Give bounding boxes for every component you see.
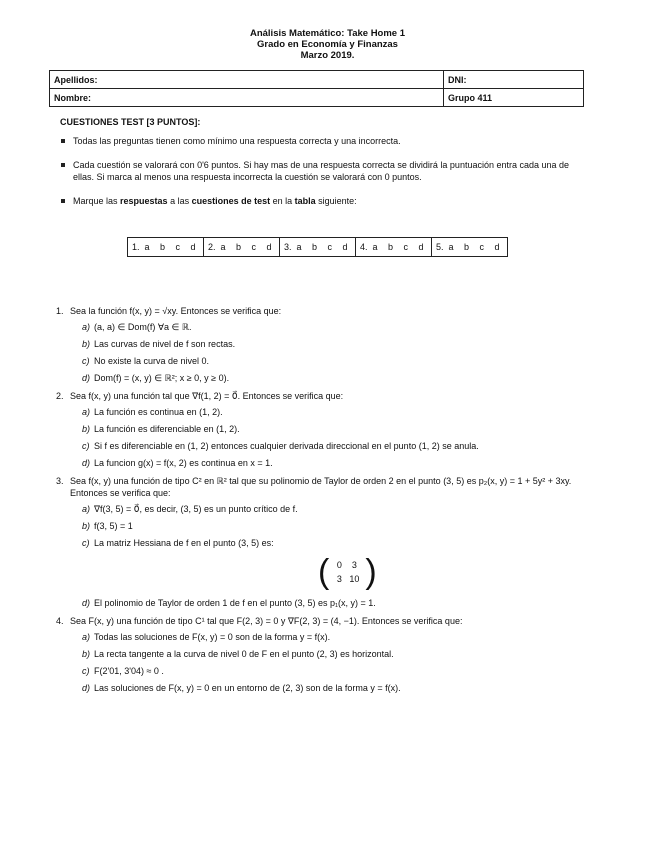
option-label: b)	[82, 339, 91, 349]
right-paren: )	[365, 553, 377, 591]
question-4	[56, 615, 596, 694]
option-text: Las curvas de nivel de f son rectas.	[94, 339, 236, 349]
option-text: Dom(f) = (x, y) ∈ ℝ²; x ≥ 0, y ≥ 0).	[94, 373, 230, 383]
option-a	[82, 503, 596, 515]
option-text: La función es diferenciable en (1, 2).	[94, 424, 240, 434]
answer-cell-3[interactable]	[280, 238, 356, 257]
option-label: c)	[82, 356, 90, 366]
matrix-cell: 3	[336, 574, 342, 584]
option-label: a)	[82, 632, 91, 642]
option-b	[82, 338, 596, 350]
option-text: ∇f(3, 5) = 0⃗, es decir, (3, 5) es un punto crítico de f.	[94, 504, 298, 514]
option-label: c)	[82, 666, 90, 676]
answer-cell-4[interactable]	[356, 238, 432, 257]
exam-date: Marzo 2019.	[300, 50, 355, 61]
option-b	[82, 520, 596, 532]
matrix-cell: 0	[336, 560, 342, 570]
answer-letters: a b c d	[448, 242, 504, 252]
question-number: 2.	[56, 391, 64, 401]
question-number: 3.	[56, 476, 64, 486]
options-list	[82, 503, 596, 549]
left-paren: (	[318, 553, 330, 591]
exam-degree: Grado en Economía y Finanzas	[257, 39, 398, 50]
matrix-cell: 3	[351, 560, 357, 570]
option-d	[82, 457, 596, 469]
option-label: d)	[82, 373, 91, 383]
option-label: c)	[82, 441, 90, 451]
options-list	[82, 597, 596, 609]
option-label: d)	[82, 683, 91, 693]
answer-letters: a b c d	[220, 242, 276, 252]
option-text: Si f es diferenciable en (1, 2) entonces cualquier derivada direccional en el punto (1, 2) se anula.	[94, 441, 479, 451]
rule-item: Cada cuestión se valorará con 0'6 puntos. Si hay mas de una respuesta correcta se dividirá la puntuación entra cada una de ellas. Si marca al menos una respuesta incorrecta la cuestión se valorará con 0 puntos.	[60, 159, 592, 183]
student-info-table	[49, 70, 584, 107]
option-label: a)	[82, 322, 91, 332]
option-text: f(3, 5) = 1	[94, 521, 133, 531]
rule-bold: respuestas	[120, 196, 168, 206]
rule-text: en la	[270, 196, 295, 206]
answer-num: 5.	[436, 242, 444, 252]
option-text: La recta tangente a la curva de nivel 0 de F en el punto (2, 3) es horizontal.	[94, 649, 394, 659]
questions-list	[56, 305, 596, 700]
rules-list	[60, 135, 592, 219]
option-a	[82, 406, 596, 418]
options-list	[82, 406, 596, 469]
dni-field[interactable]: DNI:	[444, 71, 584, 89]
option-label: a)	[82, 407, 91, 417]
option-text: Las soluciones de F(x, y) = 0 en un entorno de (2, 3) son de la forma y = f(x).	[94, 683, 401, 693]
answer-letters: a b c d	[372, 242, 428, 252]
option-label: a)	[82, 504, 91, 514]
option-c	[82, 537, 596, 549]
section-title: CUESTIONES TEST [3 PUNTOS]:	[60, 117, 201, 127]
grupo-field: Grupo 411	[444, 89, 584, 107]
answer-num: 4.	[360, 242, 368, 252]
question-stem: Sea F(x, y) una función de tipo C¹ tal que F(2, 3) = 0 y ∇F(2, 3) = (4, −1). Entonces se verifica que:	[70, 616, 463, 626]
option-label: d)	[82, 598, 91, 608]
rule-bold: cuestiones de test	[191, 196, 271, 206]
question-number: 1.	[56, 306, 64, 316]
option-label: b)	[82, 424, 91, 434]
option-label: d)	[82, 458, 91, 468]
question-2	[56, 390, 596, 469]
option-c	[82, 440, 596, 452]
option-text: No existe la curva de nivel 0.	[94, 356, 210, 366]
option-b	[82, 423, 596, 435]
answer-num: 3.	[284, 242, 292, 252]
option-text: (a, a) ∈ Dom(f) ∀a ∈ ℝ.	[94, 322, 192, 332]
answer-letters: a b c d	[296, 242, 352, 252]
apellidos-field[interactable]: Apellidos:	[50, 71, 444, 89]
option-a	[82, 631, 596, 643]
answer-letters: a b c d	[144, 242, 200, 252]
option-b	[82, 648, 596, 660]
answer-cell-5[interactable]	[432, 238, 508, 257]
option-text: F(2'01, 3'04) ≈ 0 .	[94, 666, 164, 676]
option-text: La función es continua en (1, 2).	[94, 407, 223, 417]
question-1	[56, 305, 596, 384]
option-label: b)	[82, 649, 91, 659]
rule-text: siguiente:	[315, 196, 357, 206]
hessian-matrix	[318, 553, 596, 591]
option-label: b)	[82, 521, 91, 531]
option-d	[82, 372, 596, 384]
question-3	[56, 475, 596, 609]
answer-num: 1.	[132, 242, 140, 252]
rule-item	[60, 195, 592, 207]
options-list	[82, 631, 596, 694]
option-text: El polinomio de Taylor de orden 1 de f en el punto (3, 5) es p₁(x, y) = 1.	[94, 598, 376, 608]
exam-title: Análisis Matemático: Take Home 1	[249, 28, 406, 39]
options-list	[82, 321, 596, 384]
nombre-field[interactable]: Nombre:	[50, 89, 444, 107]
option-c	[82, 665, 596, 677]
option-a	[82, 321, 596, 333]
option-d	[82, 597, 596, 609]
rule-item: Todas las preguntas tienen como mínimo una respuesta correcta y una incorrecta.	[60, 135, 592, 147]
question-stem: Sea la función f(x, y) = √xy. Entonces se verifica que:	[70, 306, 282, 316]
question-stem: Sea f(x, y) una función de tipo C² en ℝ² tal que su polinomio de Taylor de orden 2 en el punto (3, 5) es p₂(x, y) = 1 + 5y² + 3xy. Entonces se verifica que:	[70, 476, 572, 498]
question-number: 4.	[56, 616, 64, 626]
answer-table	[127, 237, 508, 257]
option-label: c)	[82, 538, 90, 548]
option-text: Todas las soluciones de F(x, y) = 0 son de la forma y = f(x).	[94, 632, 331, 642]
answer-cell-2[interactable]	[204, 238, 280, 257]
answer-cell-1[interactable]	[128, 238, 204, 257]
answer-num: 2.	[208, 242, 216, 252]
exam-header	[0, 28, 655, 61]
option-d	[82, 682, 596, 694]
rule-text: a las	[167, 196, 192, 206]
matrix-cell: 10	[349, 574, 360, 584]
option-text: La matriz Hessiana de f en el punto (3, 5) es:	[94, 538, 274, 548]
option-c	[82, 355, 596, 367]
option-text: La funcion g(x) = f(x, 2) es continua en x = 1.	[94, 458, 273, 468]
rule-text: Marque las	[73, 196, 121, 206]
question-stem: Sea f(x, y) una función tal que ∇f(1, 2) = 0⃗. Entonces se verifica que:	[70, 391, 344, 401]
rule-bold: tabla	[294, 196, 316, 206]
